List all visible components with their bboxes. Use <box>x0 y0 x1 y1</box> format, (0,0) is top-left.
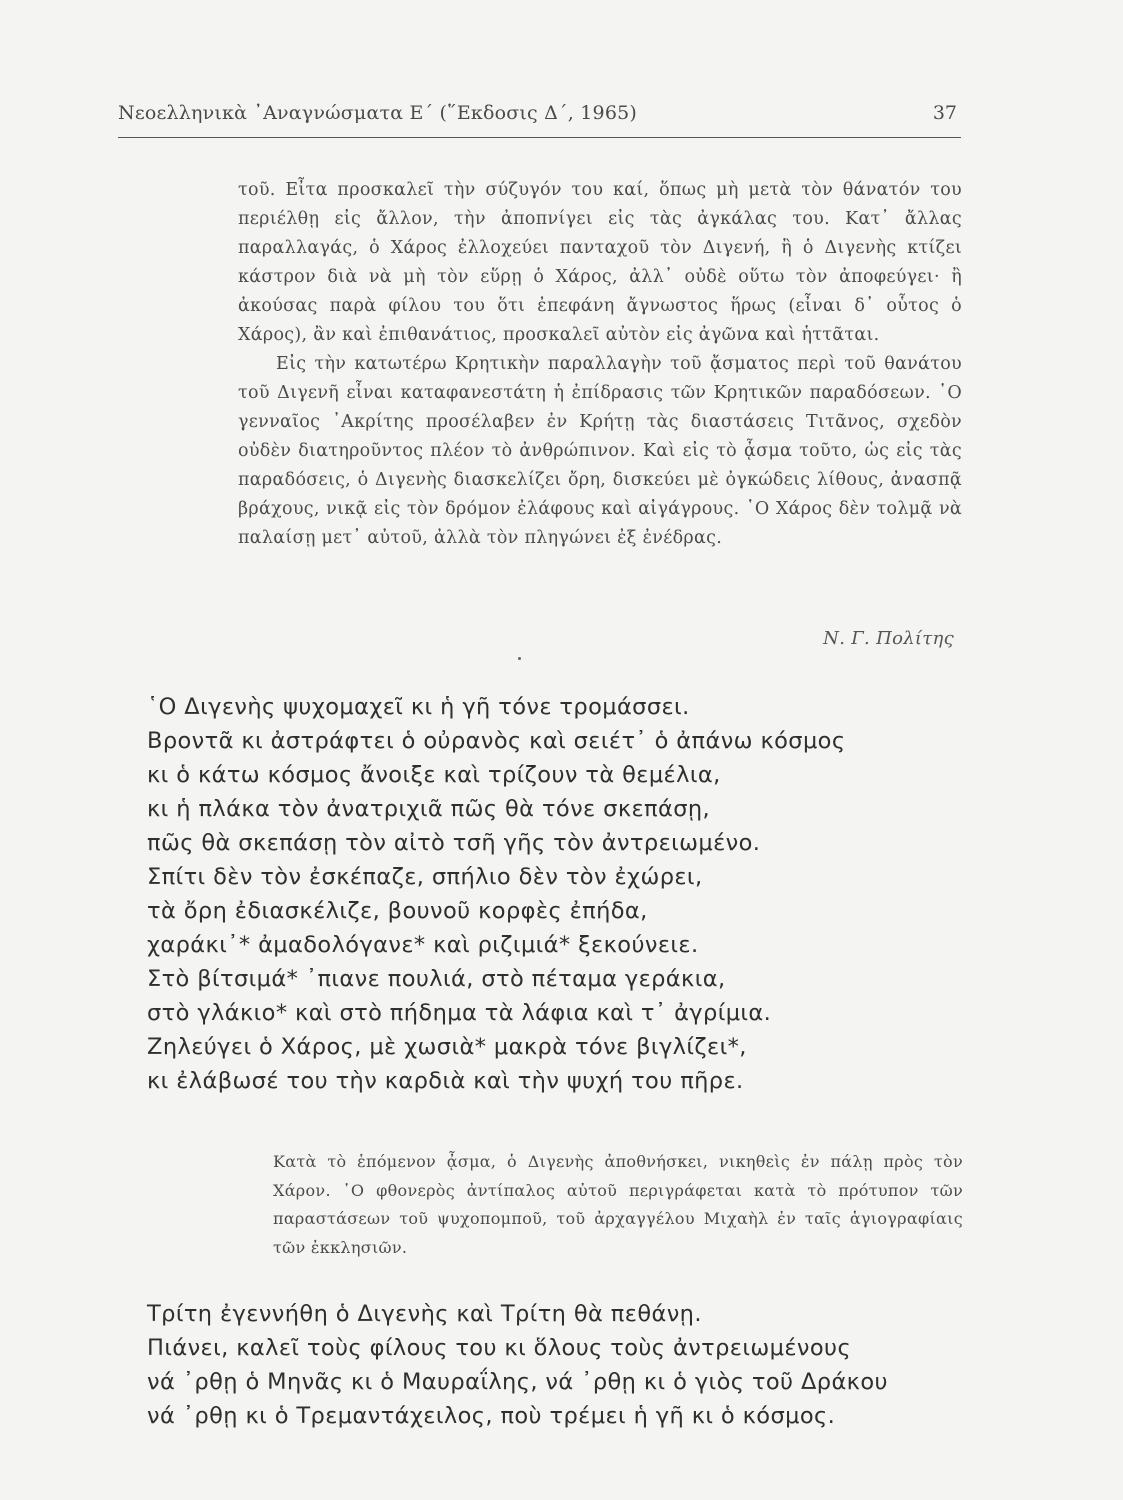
note-paragraph: Κατὰ τὸ ἑπόμενον ᾆσμα, ὁ Διγενὴς ἀποθνήσκει, νικηθεὶς ἐν πάλῃ πρὸς τὸν Χάρον. ῾Ο φθονερὸς ἀντίπαλος αὐτοῦ περιγράφεται κατὰ τὸ πρότυπον τῶν παραστάσεων τοῦ ψυχοπομποῦ, τοῦ ἀρχαγγέλου Μιχαὴλ ἐν ταῖς ἁγιογραφίαις τῶν ἐκκλησιῶν. <box>273 1152 963 1257</box>
poem-line: νά ᾿ρθῃ ὁ Μηνᾶς κι ὁ Μαυραΐλης, νά ᾿ρθῃ κι ὁ γιὸς τοῦ Δράκου <box>147 1369 888 1395</box>
poem-line: Ζηλεύγει ὁ Χάρος, μὲ χωσιὰ* μακρὰ τόνε βιγλίζει*, <box>147 1034 747 1060</box>
poem-line: χαράκι᾿* ἀμαδολόγανε* καὶ ριζιμιά* ξεκούνειε. <box>147 932 699 958</box>
poem-line: στὸ γλάκιο* καὶ στὸ πήδημα τὰ λάφια καὶ τ᾿ ἀγρίμια. <box>147 1000 772 1026</box>
poem-line: κι ὁ κάτω κόσμος ἄνοιξε καὶ τρίζουν τὰ θεμέλια, <box>147 762 721 788</box>
poem-line: Πιάνει, καλεῖ τοὺς φίλους του κι ὅλους τοὺς ἀντρειωμένους <box>147 1335 852 1361</box>
page-number: 37 <box>932 102 957 124</box>
commentary-paragraph-2: Εἰς τὴν κατωτέρω Κρητικὴν παραλλαγὴν τοῦ ᾄσματος περὶ τοῦ θανάτου τοῦ Διγενῆ εἶναι καταφανεστάτη ἡ ἐπίδρασις τῶν Κρητικῶν παραδόσεων. ῾Ο γενναῖος ᾿Ακρίτης προσέλαβεν ἐν Κρήτῃ τὰς διαστάσεις Τιτᾶνος, σχεδὸν οὐδὲν διατηροῦντος πλέον τὸ ἀνθρώπινον. Καὶ εἰς τὸ ᾆσμα τοῦτο, ὡς εἰς τὰς παραδόσεις, ὁ Διγενὴς διασκελίζει ὄρη, δισκεύει μὲ ὀγκώδεις λίθους, ἀνασπᾷ βράχους, νικᾷ εἰς τὸν δρόμον ἐλάφους καὶ αἰγάγρους. ῾Ο Χάρος δὲν τολμᾷ νὰ παλαίσῃ μετ᾿ αὐτοῦ, ἀλλὰ τὸν πληγώνει ἐξ ἐνέδρας. <box>238 354 962 548</box>
poem-line: πῶς θὰ σκεπάσῃ τὸν αἰτὸ τσῆ γῆς τὸν ἀντρειωμένο. <box>147 830 761 856</box>
commentary-paragraph-1: τοῦ. Εἶτα προσκαλεῖ τὴν σύζυγόν του καί, ὅπως μὴ μετὰ τὸν θάνατόν του περιέλθῃ εἰς ἄλλον, τὴν ἀποπνίγει εἰς τὰς ἀγκάλας του. Κατ᾿ ἄλλας παραλλαγάς, ὁ Χάρος ἐλλοχεύει πανταχοῦ τὸν Διγενή, ἢ ὁ Διγενὴς κτίζει κάστρον διὰ νὰ μὴ τὸν εὕρῃ ὁ Χάρος, ἀλλ᾿ οὐδὲ οὕτω τὸν ἀποφεύγει· ἢ ἀκούσας παρὰ φίλου του ὅτι ἐπεφάνη ἄγνωστος ἥρως (εἶναι δ᾿ οὗτος ὁ Χάρος), ἂν καὶ ἐπιθανάτιος, προσκαλεῖ αὐτὸν εἰς ἀγῶνα καὶ ἡττᾶται. <box>238 180 962 345</box>
header-rule <box>118 137 961 138</box>
poem-line: τὰ ὄρη ἐδιασκέλιζε, βουνοῦ κορφὲς ἐπήδα, <box>147 898 648 924</box>
editorial-note <box>273 1148 963 1262</box>
poem-line: Τρίτη ἐγεννήθη ὁ Διγενὴς καὶ Τρίτη θὰ πεθάνῃ. <box>147 1301 702 1327</box>
poem-line: Στὸ βίτσιμά* ᾿πιανε πουλιά, στὸ πέταμα γεράκια, <box>147 966 726 992</box>
header-title: Νεοελληνικὰ ᾿Αναγνώσματα Ε΄ (῞Εκδοσις Δ΄, 1965) <box>118 102 638 124</box>
poem-line: Σπίτι δὲν τὸν ἐσκέπαζε, σπήλιο δὲν τὸν ἐχώρει, <box>147 864 703 890</box>
separator-dot <box>518 657 521 660</box>
poem-line: Βροντᾶ κι ἀστράφτει ὁ οὐρανὸς καὶ σειέτ᾿ ὁ ἀπάνω κόσμος <box>147 728 846 754</box>
poem-line: νά ᾿ρθῃ κι ὁ Τρεμαντάχειλος, ποὺ τρέμει ἡ γῆ κι ὁ κόσμος. <box>147 1403 836 1429</box>
commentary <box>238 176 962 649</box>
poem-line: ῾Ο Διγενὴς ψυχομαχεῖ κι ἡ γῆ τόνε τρομάσσει. <box>147 694 690 720</box>
author-signature: Ν. Γ. Πολίτης <box>823 628 954 649</box>
poem-death-of-digenis <box>147 690 845 1098</box>
running-header <box>118 100 963 130</box>
poem-line: κι ἐλάβωσέ του τὴν καρδιὰ καὶ τὴν ψυχή του πῆρε. <box>147 1068 744 1094</box>
poem-digenis-tuesday <box>147 1297 888 1433</box>
poem-line: κι ἡ πλάκα τὸν ἀνατριχιᾶ πῶς θὰ τόνε σκεπάσῃ, <box>147 796 711 822</box>
